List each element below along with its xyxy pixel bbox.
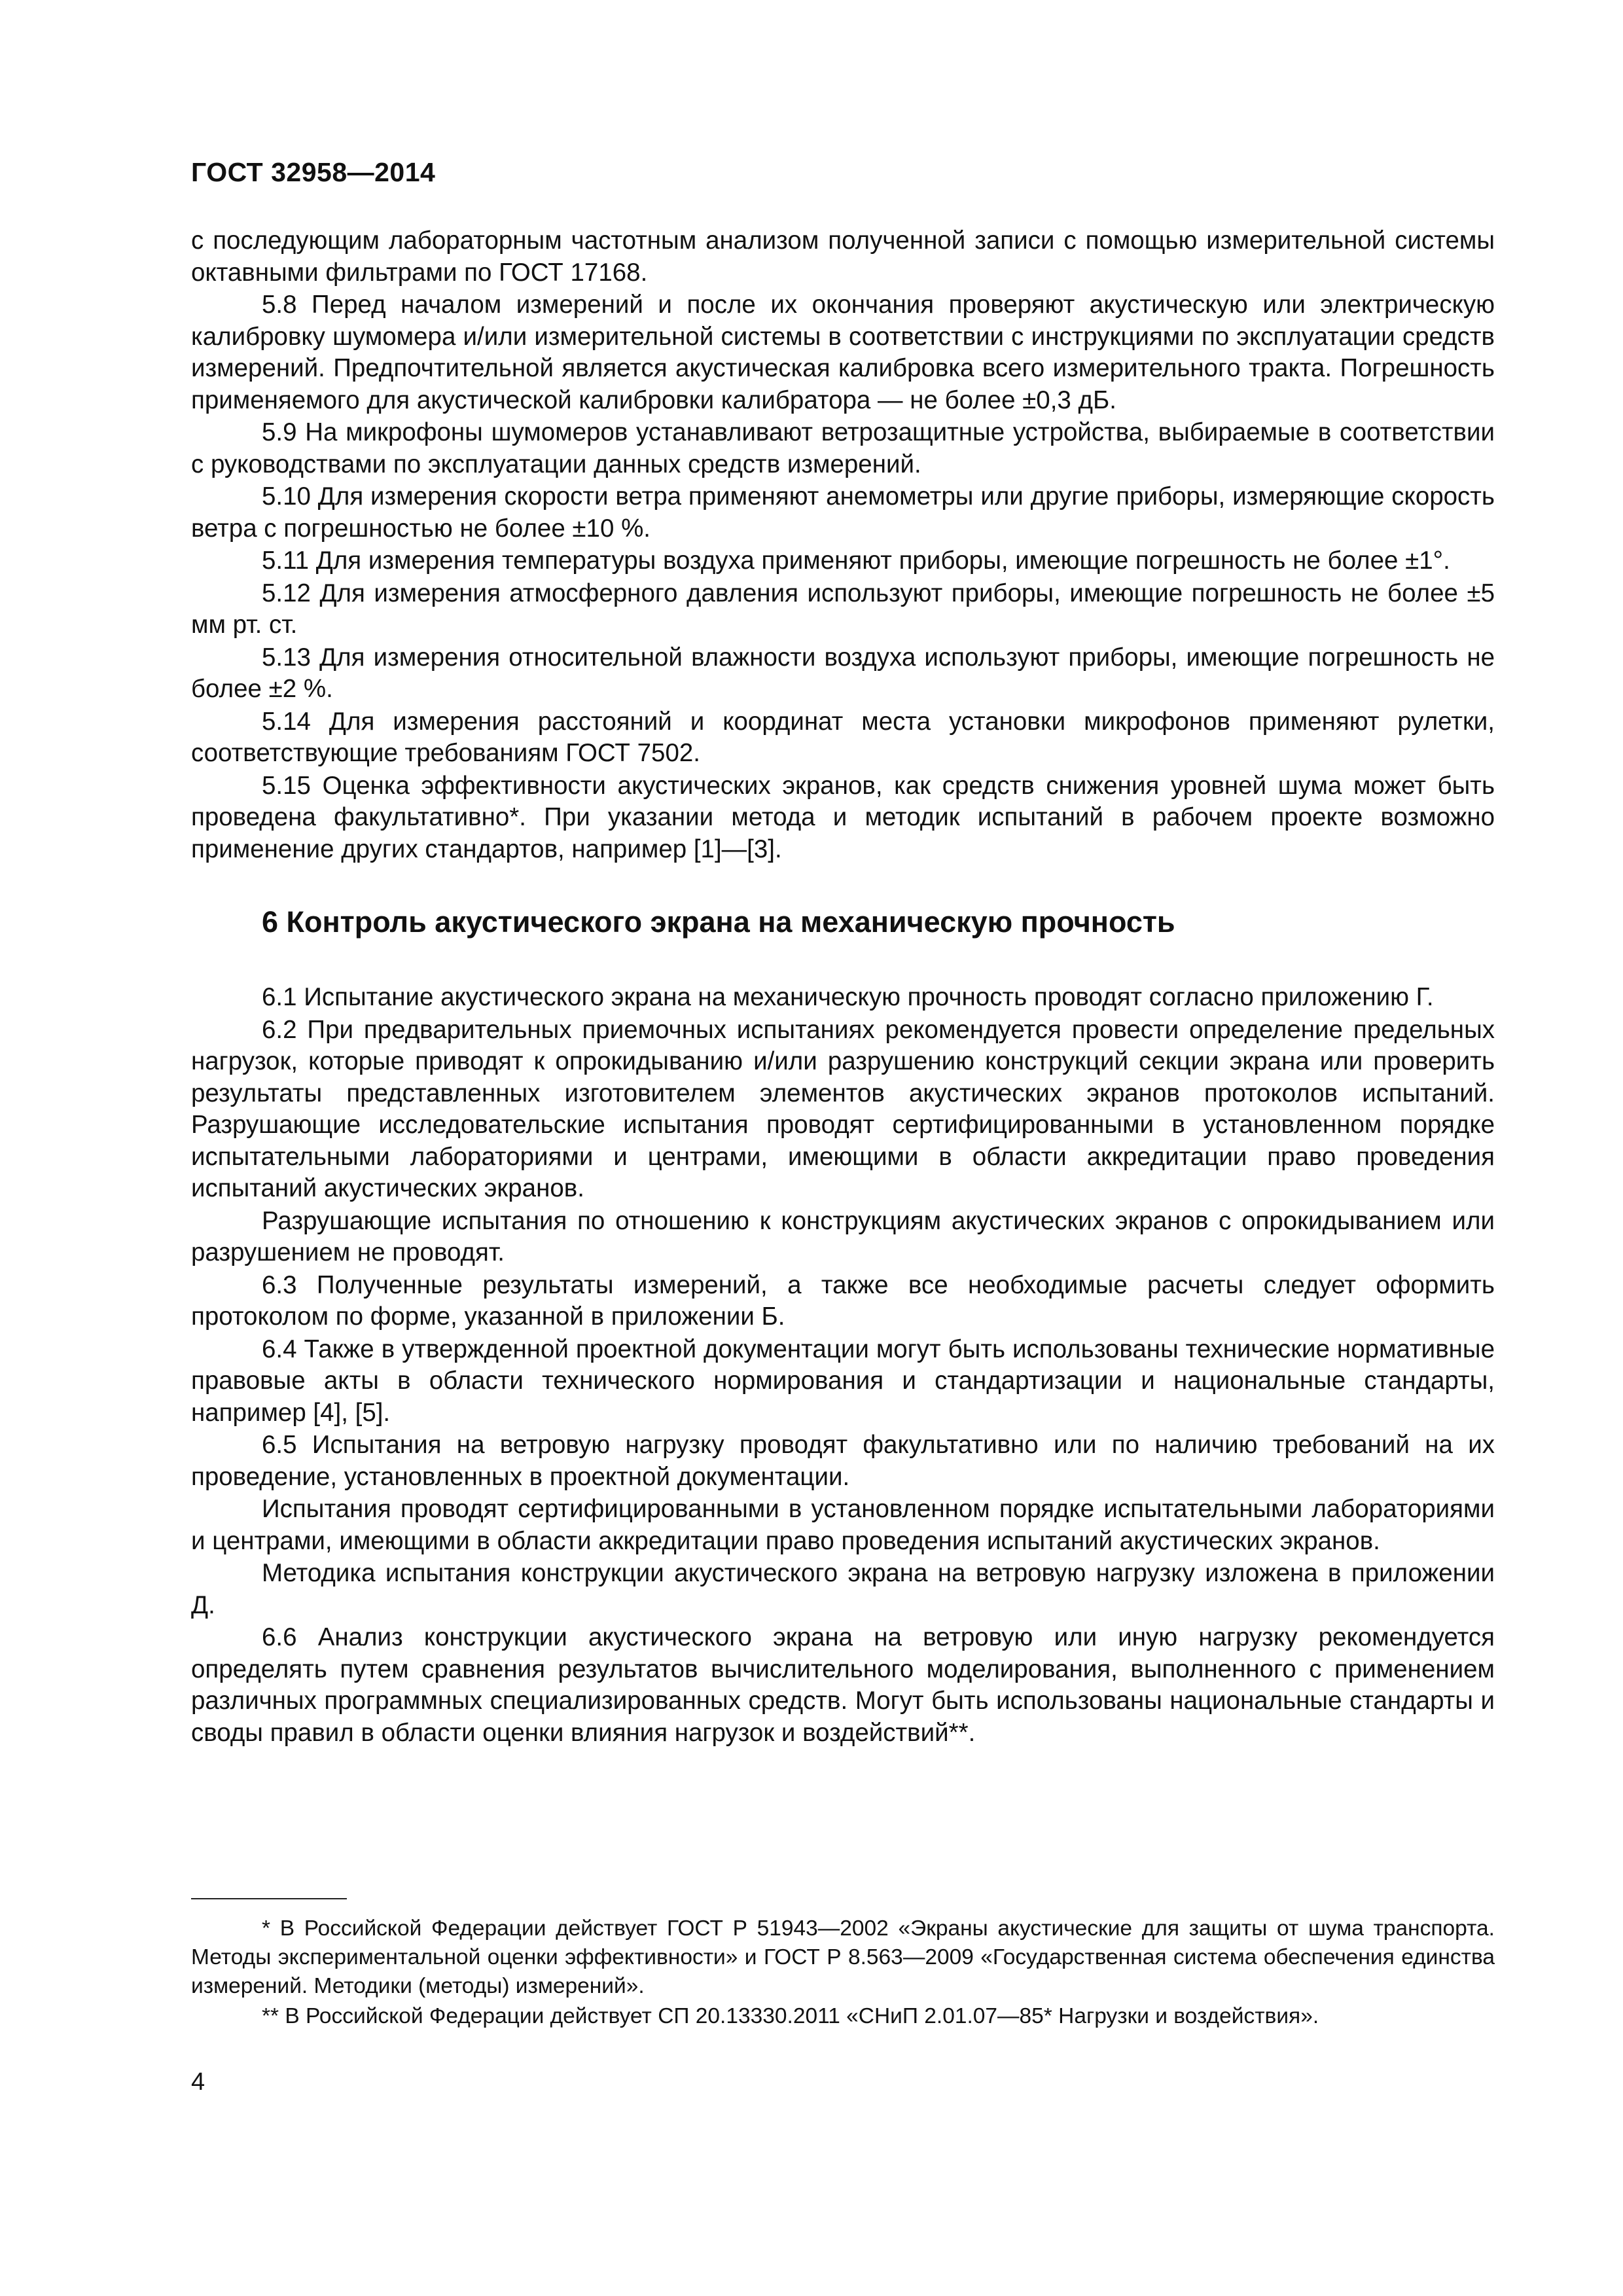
paragraph-6-5: 6.5 Испытания на ветровую нагрузку проводят факультативно или по наличию требований на их проведение, установленных в проектной документации.	[191, 1431, 1495, 1491]
paragraph-5-13: 5.13 Для измерения относительной влажности воздуха используют приборы, имеющие погрешность не более ±2 %.	[191, 643, 1495, 703]
footnotes	[191, 1914, 1495, 2032]
paragraph-5-11: 5.11 Для измерения температуры воздуха применяют приборы, имеющие погрешность не более ±1°.	[262, 547, 1450, 575]
paragraph-6-1: 6.1 Испытание акустического экрана на механическую прочность проводят согласно приложению Г.	[262, 983, 1434, 1011]
paragraph-6-2: 6.2 При предварительных приемочных испытаниях рекомендуется провести определение предельных нагрузок, которые приводят к опрокидыванию и/или разрушению конструкций секции экрана или проверить результаты представленных изготовителем элементов акустических экранов протоколов испытаний. Разрушающие исследовательские испытания проводят сертифицированными в установленном порядке испытательными лабораториями и центрами, имеющими в области аккредитации право проведения испытаний акустических экранов.	[191, 1015, 1495, 1202]
paragraph-6-2-continued: Разрушающие испытания по отношению к конструкциям акустических экранов с опрокидыванием или разрушением не проводят.	[191, 1206, 1495, 1266]
section-6-heading: 6 Контроль акустического экрана на механическую прочность	[262, 905, 1175, 939]
footnote-2: ** В Российской Федерации действует СП 20.13330.2011 «СНиП 2.01.07—85* Нагрузки и воздействия».	[262, 2004, 1319, 2028]
page-number: 4	[191, 2068, 205, 2096]
footnote-1: * В Российской Федерации действует ГОСТ Р 51943—2002 «Экраны акустические для защиты от шума транспорта. Методы экспериментальной оценки эффективности» и ГОСТ Р 8.563—2009 «Государственная система обеспечения единства измерений. Методики (методы) измерений».	[191, 1916, 1495, 1998]
paragraph-5-15: 5.15 Оценка эффективности акустических экранов, как средств снижения уровней шума может быть проведена факультативно*. При указании метода и методик испытаний в рабочем проекте возможно применение других стандартов, например [1]—[3].	[191, 771, 1495, 863]
document-code-header: ГОСТ 32958—2014	[191, 157, 436, 187]
paragraph-5-8: 5.8 Перед началом измерений и после их окончания проверяют акустическую или электрическую калибровку шумомера и/или измерительной системы в соответствии с инструкциями по эксплуатации средств измерений. Предпочтительной является акустическая калибровка всего измерительного тракта. Погрешность применяемого для акустической калибровки калибратора — не более ±0,3 дБ.	[191, 291, 1495, 414]
paragraph-6-3: 6.3 Полученные результаты измерений, а также все необходимые расчеты следует оформить протоколом по форме, указанной в приложении Б.	[191, 1270, 1495, 1331]
paragraph-5-10: 5.10 Для измерения скорости ветра применяют анемометры или другие приборы, измеряющие скорость ветра с погрешностью не более ±10 %.	[191, 482, 1495, 543]
paragraph-5-12: 5.12 Для измерения атмосферного давления используют приборы, имеющие погрешность не более ±5 мм рт. ст.	[191, 579, 1495, 639]
paragraph-6-5-continued: Испытания проводят сертифицированными в установленном порядке испытательными лабораториями и центрами, имеющими в области аккредитации право проведения испытаний акустических экранов.	[191, 1495, 1495, 1555]
paragraph-continuation: с последующим лабораторным частотным анализом полученной записи с помощью измерительной системы октавными фильтрами по ГОСТ 17168.	[191, 226, 1495, 287]
footnote-separator	[191, 1898, 347, 1899]
paragraph-5-14: 5.14 Для измерения расстояний и координат места установки микрофонов применяют рулетки, соответствующие требованиям ГОСТ 7502.	[191, 707, 1495, 767]
paragraph-5-9: 5.9 На микрофоны шумомеров устанавливают ветрозащитные устройства, выбираемые в соответствии с руководствами по эксплуатации данных средств измерений.	[191, 418, 1495, 478]
paragraph-6-5-method: Методика испытания конструкции акустического экрана на ветровую нагрузку изложена в приложении Д.	[191, 1559, 1495, 1619]
paragraph-6-6: 6.6 Анализ конструкции акустического экрана на ветровую или иную нагрузку рекомендуется определять путем сравнения результатов вычислительного моделирования, выполненного с применением различных программных специализированных средств. Могут быть использованы национальные стандарты и своды правил в области оценки влияния нагрузок и воздействий**.	[191, 1623, 1495, 1747]
paragraph-6-4: 6.4 Также в утвержденной проектной документации могут быть использованы технические нормативные правовые акты в области технического нормирования и стандартизации и национальные стандарты, например [4], [5].	[191, 1335, 1495, 1427]
main-text	[191, 225, 1495, 1749]
